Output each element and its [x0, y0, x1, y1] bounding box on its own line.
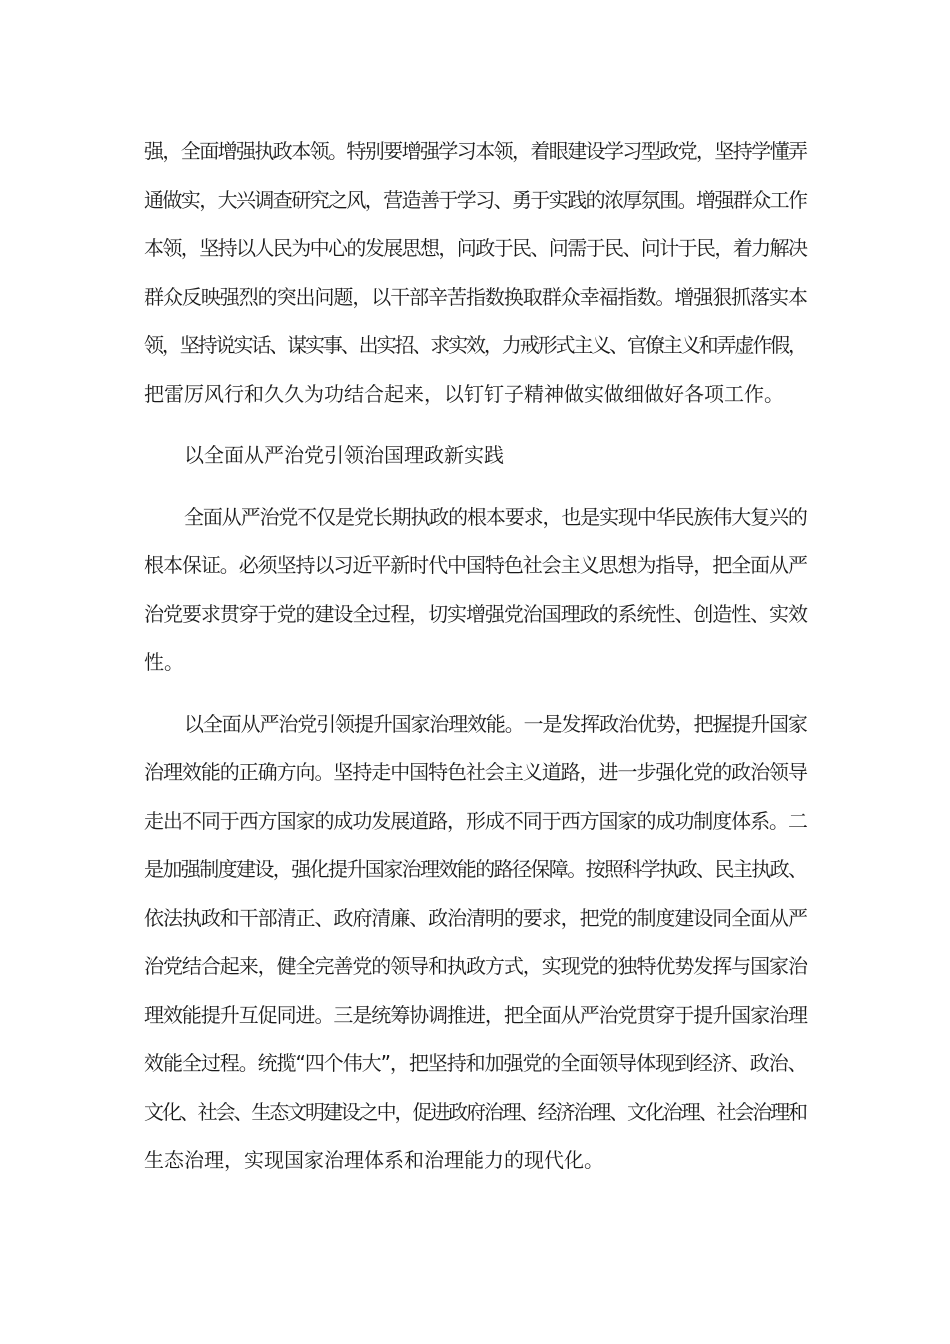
text-line: 本领，坚持以人民为中心的发展思想，问政于民、问需于民、问计于民，着力解决 — [144, 236, 807, 260]
text-line: 治党要求贯穿于党的建设全过程，切实增强党治国理政的系统性、创造性、实效 — [144, 601, 807, 626]
text-line: 性。 — [144, 650, 184, 674]
text-line: 理效能提升互促同进。三是统筹协调推进，把全面从严治党贯穿于提升国家治理 — [144, 1002, 807, 1027]
text-line: 领，坚持说实话、谋实事、出实招、求实效，力戒形式主义、官僚主义和弄虚作假， — [144, 333, 806, 357]
text-line: 以全面从严治党引领提升国家治理效能。一是发挥政治优势，把握提升国家 — [184, 711, 807, 736]
paragraph — [144, 493, 808, 687]
text-line: 文化、社会、生态文明建设之中，促进政府治理、经济治理、文化治理、社会治理和 — [144, 1099, 806, 1124]
text-line: 是加强制度建设，强化提升国家治理效能的路径保障。按照科学执政、民主执政、 — [144, 857, 807, 881]
text-line: 群众反映强烈的突出问题，以干部辛苦指数换取群众幸福指数。增强狠抓落实本 — [144, 284, 807, 309]
text-line: 走出不同于西方国家的成功发展道路，形成不同于西方国家的成功制度体系。二 — [144, 808, 807, 833]
text-line: 以全面从严治党引领治国理政新实践 — [184, 443, 504, 467]
paragraph-gap — [144, 480, 808, 493]
text-line: 强，全面增强执政本领。特别要增强学习本领，着眼建设学习型政党，坚持学懂弄 — [144, 139, 807, 163]
text-line: 全面从严治党不仅是党长期执政的根本要求，也是实现中华民族伟大复兴的 — [184, 504, 807, 529]
paragraph-gap — [144, 418, 808, 431]
text-line: 根本保证。必须坚持以习近平新时代中国特色社会主义思想为指导，把全面从严 — [144, 553, 807, 577]
section-heading — [144, 431, 808, 480]
paragraph — [144, 127, 808, 418]
document-body — [144, 127, 808, 1185]
text-line: 生态治理，实现国家治理体系和治理能力的现代化。 — [144, 1148, 604, 1172]
text-line: 通做实，大兴调查研究之风，营造善于学习、勇于实践的浓厚氛围。增强群众工作 — [144, 187, 807, 212]
text-line: 依法执政和干部清正、政府清廉、政治清明的要求，把党的制度建设同全面从严 — [144, 905, 807, 930]
text-line: 治理效能的正确方向。坚持走中国特色社会主义道路，进一步强化党的政治领导 — [144, 760, 807, 784]
text-line: 效能全过程。统揽“四个伟大”，把坚持和加强党的全面领导体现到经济、政治、 — [144, 1051, 807, 1075]
paragraph — [144, 700, 808, 1185]
text-line: 治党结合起来，健全完善党的领导和执政方式，实现党的独特优势发挥与国家治 — [144, 954, 807, 978]
paragraph-gap — [144, 687, 808, 700]
text-line: 把雷厉风行和久久为功结合起来，以钉钉子精神做实做细做好各项工作。 — [144, 381, 784, 406]
